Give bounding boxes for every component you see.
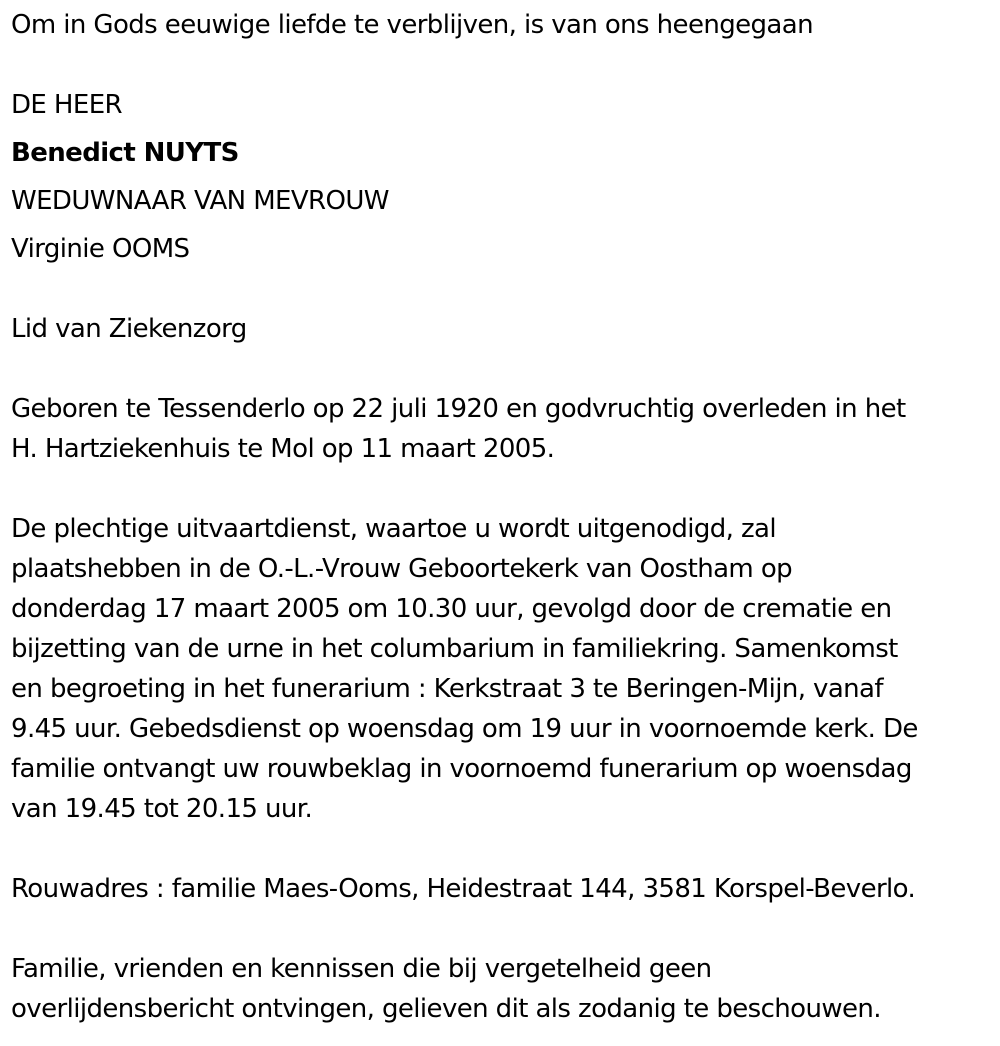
ceremony-line: bijzetting van de urne in het columbarium in familiekring. Samenkomst — [11, 634, 898, 664]
birth-death-line: Geboren te Tessenderlo op 22 juli 1920 en godvruchtig overleden in het — [11, 394, 906, 424]
title-prefix: DE HEER — [11, 90, 122, 120]
ceremony-line: van 19.45 tot 20.15 uur. — [11, 794, 313, 824]
ceremony-line: donderdag 17 maart 2005 om 10.30 uur, gevolgd door de crematie en — [11, 594, 892, 624]
ceremony-line: en begroeting in het funerarium : Kerkstraat 3 te Beringen-Mijn, vanaf — [11, 674, 883, 704]
mourning-address: Rouwadres : familie Maes-Ooms, Heidestraat 144, 3581 Korspel-Beverlo. — [11, 874, 916, 904]
birth-death-paragraph — [11, 389, 991, 469]
ceremony-line: familie ontvangt uw rouwbeklag in voornoemd funerarium op woensdag — [11, 754, 912, 784]
ceremony-line: 9.45 uur. Gebedsdienst op woensdag om 19 uur in voornoemde kerk. De — [11, 714, 918, 744]
closing-line: Familie, vrienden en kennissen die bij vergetelheid geen — [11, 954, 712, 984]
ceremony-line: De plechtige uitvaartdienst, waartoe u wordt uitgenodigd, zal — [11, 514, 777, 544]
spouse-name: Virginie OOMS — [11, 234, 190, 264]
closing-paragraph — [11, 949, 991, 1029]
closing-line: overlijdensbericht ontvingen, gelieven dit als zodanig te beschouwen. — [11, 994, 881, 1024]
ceremony-line: plaatshebben in de O.-L.-Vrouw Geboortekerk van Oostham op — [11, 554, 793, 584]
widower-of: WEDUWNAAR VAN MEVROUW — [11, 186, 389, 216]
membership: Lid van Ziekenzorg — [11, 314, 247, 344]
ceremony-paragraph — [11, 509, 991, 829]
intro-text: Om in Gods eeuwige liefde te verblijven, is van ons heengegaan — [11, 10, 813, 40]
deceased-name: Benedict NUYTS — [11, 138, 239, 168]
birth-death-line: H. Hartziekenhuis te Mol op 11 maart 2005. — [11, 434, 555, 464]
